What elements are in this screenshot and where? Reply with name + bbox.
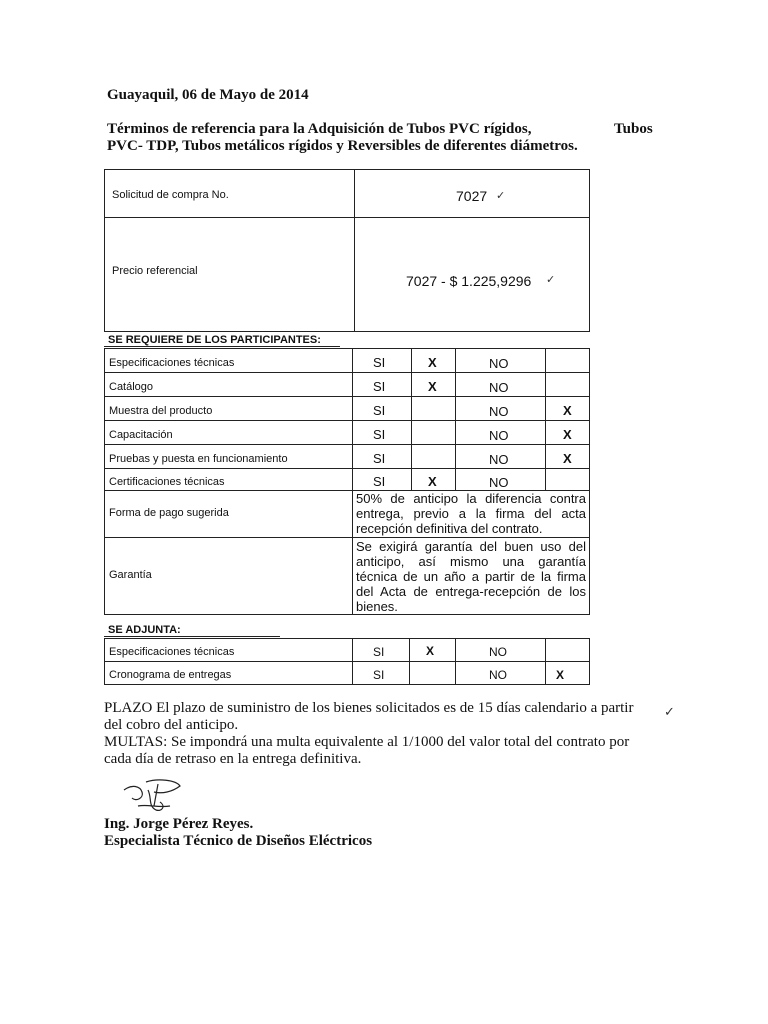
table-divider <box>104 420 590 421</box>
table-divider <box>589 348 590 615</box>
table-divider <box>455 638 456 685</box>
table-divider <box>104 348 105 615</box>
warranty-label: Garantía <box>109 569 152 581</box>
si-mark: X <box>428 355 437 370</box>
attachment-label: Especificaciones técnicas <box>109 646 235 658</box>
purchase-order-value: 7027 <box>456 188 488 204</box>
multas-line2: cada día de retraso en la entrega definitiva. <box>104 751 362 767</box>
checkmark-icon: ✓ <box>664 705 675 720</box>
no-label: NO <box>489 452 509 467</box>
plazo-line2: del cobro del anticipo. <box>104 717 239 733</box>
table-divider <box>545 348 546 490</box>
table-divider <box>589 638 590 685</box>
document-title-line2: PVC- TDP, Tubos metálicos rígidos y Reversibles de diferentes diámetros. <box>107 138 578 154</box>
requirements-heading: SE REQUIERE DE LOS PARTICIPANTES: <box>108 334 321 346</box>
table-divider <box>352 638 353 685</box>
requirement-label: Especificaciones técnicas <box>109 357 235 369</box>
purchase-table <box>104 169 590 332</box>
si-label: SI <box>373 645 385 659</box>
payment-terms: 50% de anticipo la diferencia contra entrega, previo a la firma del acta recepción definitiva del contrato. <box>356 491 586 536</box>
no-label: NO <box>489 475 509 490</box>
si-label: SI <box>373 474 386 489</box>
signature-scribble <box>118 776 188 820</box>
no-label: NO <box>489 668 507 682</box>
si-mark: X <box>426 644 435 658</box>
warranty-terms: Se exigirá garantía del buen uso del anticipo, así mismo una garantía técnica de un año a partir de la firma del Acta de entrega-recepción de los bienes. <box>356 539 586 614</box>
attachments-heading: SE ADJUNTA: <box>108 624 181 636</box>
signatory-name: Ing. Jorge Pérez Reyes. <box>104 816 254 832</box>
table-divider <box>409 638 410 685</box>
si-label: SI <box>373 379 386 394</box>
si-label: SI <box>373 427 386 442</box>
no-label: NO <box>489 356 509 371</box>
si-label: SI <box>373 451 386 466</box>
requirement-label: Capacitación <box>109 429 173 441</box>
document-title-right-word: Tubos <box>614 121 653 137</box>
no-label: NO <box>489 428 509 443</box>
requirement-label: Pruebas y puesta en funcionamiento <box>109 453 288 465</box>
no-label: NO <box>489 404 509 419</box>
heading-underline <box>104 346 340 347</box>
table-divider <box>104 638 105 685</box>
checkmark-icon: ✓ <box>546 273 556 286</box>
si-label: SI <box>373 403 386 418</box>
payment-label: Forma de pago sugerida <box>109 507 229 519</box>
no-mark: X <box>563 427 572 442</box>
no-label: NO <box>489 645 507 659</box>
table-divider <box>411 348 412 490</box>
checkmark-icon: ✓ <box>496 189 506 202</box>
multas-line1: MULTAS: Se impondrá una multa equivalente al 1/1000 del valor total del contrato por <box>104 734 630 750</box>
si-label: SI <box>373 355 386 370</box>
table-divider <box>104 396 590 397</box>
table-divider <box>104 638 590 639</box>
no-mark: X <box>556 668 565 682</box>
reference-price-value: 7027 - $ 1.225,9296 <box>406 273 532 289</box>
purchase-order-label: Solicitud de compra No. <box>112 189 229 201</box>
si-mark: X <box>428 474 437 489</box>
table-divider <box>104 684 590 685</box>
table-divider <box>352 348 353 615</box>
table-divider <box>104 444 590 445</box>
no-label: NO <box>489 380 509 395</box>
requirement-label: Catálogo <box>109 381 154 393</box>
table-divider <box>104 537 590 538</box>
table-divider <box>104 372 590 373</box>
attachment-label: Cronograma de entregas <box>109 669 232 681</box>
table-divider <box>545 638 546 685</box>
document-title-line1: Términos de referencia para la Adquisición de Tubos PVC rígidos, <box>107 121 532 137</box>
table-divider <box>104 661 590 662</box>
signatory-role: Especialista Técnico de Diseños Eléctricos <box>104 833 373 849</box>
heading-underline <box>104 636 280 637</box>
table-divider <box>455 348 456 490</box>
no-mark: X <box>563 403 572 418</box>
si-label: SI <box>373 668 385 682</box>
table-divider <box>104 614 590 615</box>
plazo-line1: PLAZO El plazo de suministro de los bienes solicitados es de 15 días calendario a partir <box>104 700 634 716</box>
table-divider <box>104 468 590 469</box>
table-divider <box>354 170 355 331</box>
requirement-label: Certificaciones técnicas <box>109 476 225 488</box>
requirement-label: Muestra del producto <box>109 405 213 417</box>
reference-price-label: Precio referencial <box>112 265 198 277</box>
si-mark: X <box>428 379 437 394</box>
table-divider <box>104 348 590 349</box>
document-date: Guayaquil, 06 de Mayo de 2014 <box>107 87 309 103</box>
no-mark: X <box>563 451 572 466</box>
table-divider <box>105 217 589 218</box>
